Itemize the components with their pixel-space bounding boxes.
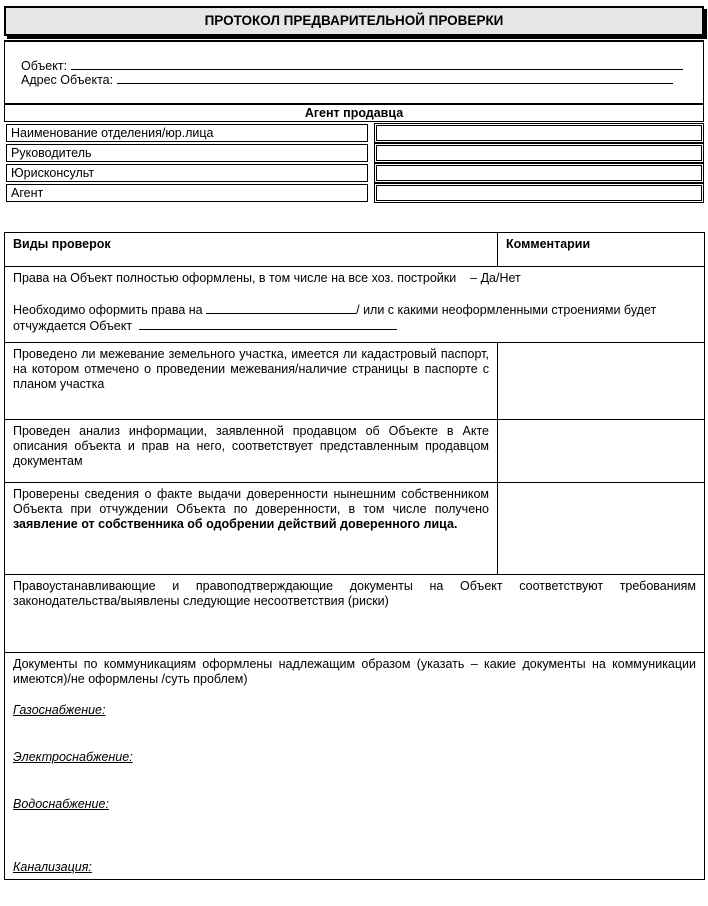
check-poa-bold-text: заявление от собственника об одобрении действий доверенного лица. (13, 517, 458, 531)
utility-water-label: Водоснабжение: (13, 797, 109, 811)
agent-row-label-department: Наименование отделения/юр.лица (6, 124, 368, 142)
agent-row-label-agent: Агент (6, 184, 368, 202)
check-poa-text: Проверены сведения о факте выдачи доверенности нынешним собственником Объекта при отчуждении Объекта по доверенности, в том числе получено (13, 487, 489, 516)
check-analysis-comment[interactable] (498, 420, 705, 483)
spacer (13, 844, 696, 860)
checks-table (4, 232, 705, 880)
checks-header-row (5, 233, 705, 267)
spacer (13, 687, 696, 703)
col-header-comments: Комментарии (498, 233, 705, 267)
page-title: ПРОТОКОЛ ПРЕДВАРИТЕЛЬНОЙ ПРОВЕРКИ (4, 6, 704, 36)
agent-row-value-lawyer[interactable] (374, 163, 704, 183)
check-row-documents (5, 575, 705, 653)
rights-needed-line[interactable] (206, 302, 356, 314)
spacer (13, 286, 696, 302)
check-rights-line3 (13, 318, 696, 334)
unregistered-buildings-label: / или с какими неоформленными строениями будет (356, 303, 657, 317)
agent-row-value-head[interactable] (374, 143, 704, 163)
col-header-types: Виды проверок (5, 233, 498, 267)
object-alienated-label: отчуждается Объект (13, 319, 133, 333)
utility-sewage-label: Канализация: (13, 860, 92, 874)
utility-gas-label: Газоснабжение: (13, 703, 106, 717)
check-analysis-text: Проведен анализ информации, заявленной продавцом об Объекте в Акте описания объекта и прав на него, соответствует представленным продавцом документам (5, 420, 498, 483)
rights-needed-label: Необходимо оформить права на (13, 303, 203, 317)
yes-no-option[interactable]: – Да/Нет (470, 271, 521, 285)
object-label: Объект: (21, 59, 68, 73)
address-label: Адрес Объекта: (21, 73, 114, 87)
agent-row-value-agent[interactable] (374, 183, 704, 203)
check-row-survey (5, 343, 705, 420)
agent-row-value-department[interactable] (374, 123, 704, 143)
object-info-box (4, 40, 704, 104)
check-poa-comment[interactable] (498, 483, 705, 575)
check-row-utilities (5, 653, 705, 880)
check-row-rights (5, 267, 705, 343)
spacer (13, 718, 696, 750)
agent-header: Агент продавца (4, 104, 704, 122)
spacer (13, 812, 696, 844)
check-rights-line1 (13, 271, 696, 286)
check-row-analysis (5, 420, 705, 483)
check-rights-line2 (13, 302, 696, 318)
agent-row-label-lawyer: Юрисконсульт (6, 164, 368, 182)
object-field[interactable] (21, 58, 683, 73)
utility-electricity-label: Электроснабжение: (13, 750, 133, 764)
agent-row-label-head: Руководитель (6, 144, 368, 162)
spacer (13, 765, 696, 797)
object-line[interactable] (71, 58, 683, 70)
check-survey-text: Проведено ли межевание земельного участка, имеется ли кадастровый паспорт, на котором отмечено о проведении межевания/наличие страницы в паспорте с планом участка (5, 343, 498, 420)
check-rights-text: Права на Объект полностью оформлены, в том числе на все хоз. постройки (13, 271, 457, 285)
object-alienated-line[interactable] (139, 318, 397, 330)
check-rights-cell (5, 267, 705, 343)
check-poa-cell (5, 483, 498, 575)
check-utilities-text: Документы по коммуникациям оформлены надлежащим образом (указать – какие документы на коммуникации имеются)/не оформлены /суть проблем) (13, 657, 696, 686)
check-documents-text: Правоустанавливающие и правоподтверждающие документы на Объект соответствуют требованиям законодательства/выявлены следующие несоответствия (риски) (5, 575, 705, 653)
address-line[interactable] (117, 72, 673, 84)
check-utilities-cell (5, 653, 705, 880)
address-field[interactable] (21, 72, 673, 87)
check-row-power-of-attorney (5, 483, 705, 575)
check-survey-comment[interactable] (498, 343, 705, 420)
